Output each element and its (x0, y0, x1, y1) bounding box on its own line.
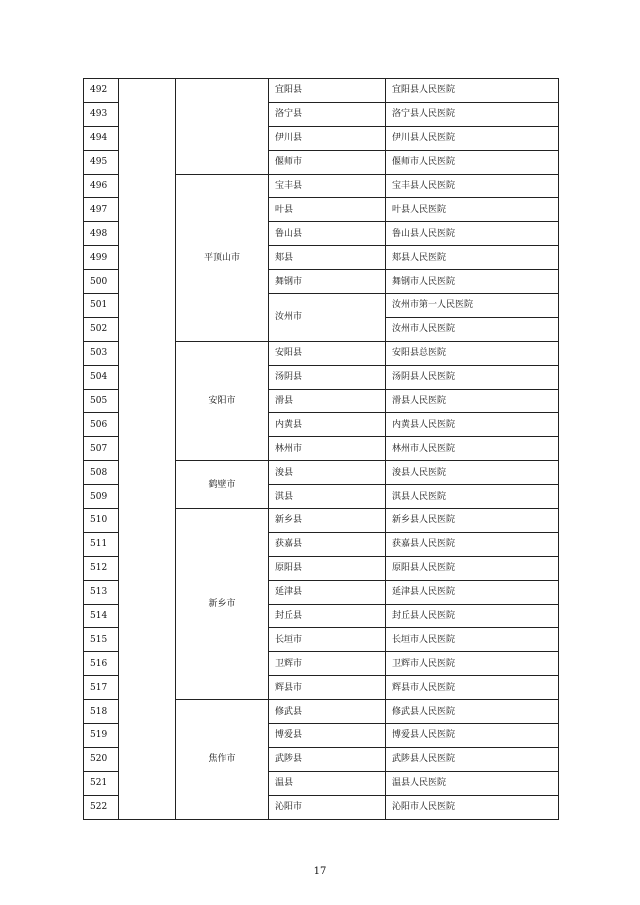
hospital-cell: 内黄县人民医院 (386, 413, 559, 437)
city-cell: 平顶山市 (176, 174, 269, 341)
hospital-cell: 修武县人民医院 (386, 700, 559, 724)
county-cell: 淇县 (269, 485, 386, 509)
county-cell: 宜阳县 (269, 79, 386, 103)
hospital-cell: 洛宁县人民医院 (386, 102, 559, 126)
hospital-cell: 封丘县人民医院 (386, 604, 559, 628)
hospital-cell: 获嘉县人民医院 (386, 532, 559, 556)
city-cell: 焦作市 (176, 700, 269, 819)
hospital-cell: 伊川县人民医院 (386, 126, 559, 150)
hospital-cell: 温县人民医院 (386, 771, 559, 795)
county-cell: 安阳县 (269, 341, 386, 365)
province-cell (119, 79, 176, 820)
county-cell: 伊川县 (269, 126, 386, 150)
county-cell: 汝州市 (269, 294, 386, 342)
county-cell: 修武县 (269, 700, 386, 724)
hospital-cell: 滑县人民医院 (386, 389, 559, 413)
row-number: 515 (84, 628, 119, 652)
county-cell: 鲁山县 (269, 222, 386, 246)
county-cell: 宝丰县 (269, 174, 386, 198)
county-cell: 延津县 (269, 580, 386, 604)
row-number: 495 (84, 150, 119, 174)
hospital-cell: 新乡县人民医院 (386, 509, 559, 533)
county-cell: 滑县 (269, 389, 386, 413)
table-row (84, 79, 559, 103)
row-number: 518 (84, 700, 119, 724)
hospital-cell: 卫辉市人民医院 (386, 652, 559, 676)
city-cell: 安阳市 (176, 341, 269, 460)
row-number: 494 (84, 126, 119, 150)
hospital-cell: 汝州市第一人民医院 (386, 294, 559, 318)
hospital-list-table (83, 78, 559, 820)
county-cell: 长垣市 (269, 628, 386, 652)
hospital-cell: 林州市人民医院 (386, 437, 559, 461)
hospital-cell: 偃师市人民医院 (386, 150, 559, 174)
hospital-cell: 郏县人民医院 (386, 246, 559, 270)
county-cell: 温县 (269, 771, 386, 795)
row-number: 498 (84, 222, 119, 246)
county-cell: 偃师市 (269, 150, 386, 174)
row-number: 516 (84, 652, 119, 676)
city-cell (176, 79, 269, 175)
row-number: 511 (84, 532, 119, 556)
row-number: 496 (84, 174, 119, 198)
row-number: 520 (84, 747, 119, 771)
county-cell: 辉县市 (269, 676, 386, 700)
hospital-cell: 沁阳市人民医院 (386, 795, 559, 819)
hospital-cell: 汤阴县人民医院 (386, 365, 559, 389)
city-cell: 新乡市 (176, 509, 269, 700)
page-number: 17 (313, 866, 327, 877)
hospital-cell: 浚县人民医院 (386, 461, 559, 485)
row-number: 513 (84, 580, 119, 604)
county-cell: 沁阳市 (269, 795, 386, 819)
row-number: 506 (84, 413, 119, 437)
row-number: 505 (84, 389, 119, 413)
county-cell: 浚县 (269, 461, 386, 485)
hospital-cell: 辉县市人民医院 (386, 676, 559, 700)
hospital-cell: 博爱县人民医院 (386, 724, 559, 748)
table-body (84, 79, 559, 820)
hospital-cell: 宝丰县人民医院 (386, 174, 559, 198)
county-cell: 获嘉县 (269, 532, 386, 556)
row-number: 521 (84, 771, 119, 795)
hospital-cell: 鲁山县人民医院 (386, 222, 559, 246)
hospital-cell: 叶县人民医院 (386, 198, 559, 222)
row-number: 509 (84, 485, 119, 509)
row-number: 514 (84, 604, 119, 628)
row-number: 508 (84, 461, 119, 485)
row-number: 501 (84, 294, 119, 318)
row-number: 492 (84, 79, 119, 103)
county-cell: 汤阴县 (269, 365, 386, 389)
row-number: 517 (84, 676, 119, 700)
hospital-cell: 宜阳县人民医院 (386, 79, 559, 103)
hospital-cell: 汝州市人民医院 (386, 317, 559, 341)
hospital-cell: 原阳县人民医院 (386, 556, 559, 580)
county-cell: 卫辉市 (269, 652, 386, 676)
row-number: 499 (84, 246, 119, 270)
county-cell: 林州市 (269, 437, 386, 461)
hospital-cell: 长垣市人民医院 (386, 628, 559, 652)
county-cell: 封丘县 (269, 604, 386, 628)
county-cell: 舞钢市 (269, 270, 386, 294)
city-cell: 鹤壁市 (176, 461, 269, 509)
row-number: 504 (84, 365, 119, 389)
hospital-cell: 武陟县人民医院 (386, 747, 559, 771)
row-number: 502 (84, 317, 119, 341)
row-number: 503 (84, 341, 119, 365)
hospital-cell: 舞钢市人民医院 (386, 270, 559, 294)
row-number: 519 (84, 724, 119, 748)
county-cell: 郏县 (269, 246, 386, 270)
hospital-cell: 淇县人民医院 (386, 485, 559, 509)
row-number: 493 (84, 102, 119, 126)
row-number: 512 (84, 556, 119, 580)
row-number: 510 (84, 509, 119, 533)
row-number: 522 (84, 795, 119, 819)
county-cell: 内黄县 (269, 413, 386, 437)
county-cell: 新乡县 (269, 509, 386, 533)
county-cell: 博爱县 (269, 724, 386, 748)
hospital-cell: 延津县人民医院 (386, 580, 559, 604)
row-number: 497 (84, 198, 119, 222)
county-cell: 叶县 (269, 198, 386, 222)
row-number: 500 (84, 270, 119, 294)
county-cell: 洛宁县 (269, 102, 386, 126)
hospital-cell: 安阳县总医院 (386, 341, 559, 365)
row-number: 507 (84, 437, 119, 461)
county-cell: 原阳县 (269, 556, 386, 580)
county-cell: 武陟县 (269, 747, 386, 771)
